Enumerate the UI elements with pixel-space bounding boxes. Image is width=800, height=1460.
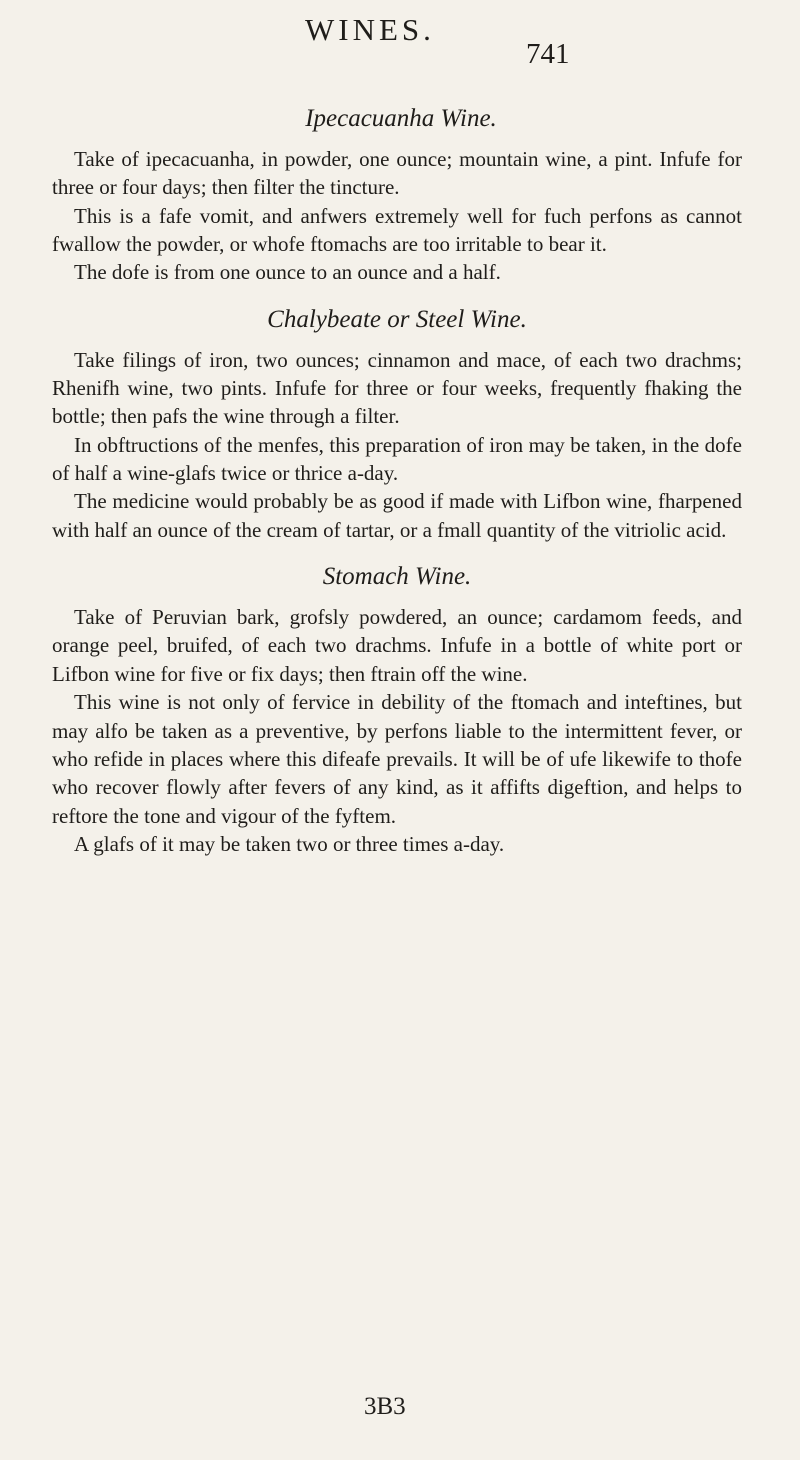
signature-mark: 3B3 <box>364 1393 406 1420</box>
section-ipecacuanha-wine <box>52 104 742 287</box>
paragraph: Take filings of iron, two ounces; cinnamon and mace, of each two drachms; Rhenifh wine, two pints. Infufe for three or four weeks, frequently fhaking the bottle; then pafs the wine through a filter. <box>52 347 742 429</box>
section-heading: Chalybeate or Steel Wine. <box>267 305 527 333</box>
section-chalybeate-wine <box>52 305 742 544</box>
paragraph: This wine is not only of fervice in debility of the ftomach and inteftines, but may alfo be taken as a preventive, by perfons liable to the intermittent fever, or who refide in places where this difeafe prevails. It will be of ufe likewife to thofe who recover flowly after fevers of any kind, as it affifts digeftion, and helps to reftore the tone and vigour of the fyftem. <box>52 690 742 828</box>
page-content <box>52 104 742 858</box>
paragraph: In obftructions of the menfes, this preparation of iron may be taken, in the dofe of half a wine-glafs twice or thrice a-day. <box>52 432 742 486</box>
paragraph: A glafs of it may be taken two or three times a-day. <box>74 831 505 856</box>
paragraph: This is a fafe vomit, and anfwers extremely well for fuch perfons as cannot fwallow the powder, or whofe ftomachs are too irritable to bear it. <box>52 203 742 257</box>
paragraph: Take of ipecacuanha, in powder, one ounce; mountain wine, a pint. Infufe for three or four days; then filter the tincture. <box>52 147 742 200</box>
running-head <box>0 12 800 70</box>
section-heading: Stomach Wine. <box>322 563 472 591</box>
running-title: WINES. <box>305 12 435 47</box>
section-heading: Ipecacuanha Wine. <box>305 105 497 132</box>
paragraph: Take of Peruvian bark, grofsly powdered, an ounce; cardamom feeds, and orange peel, bruifed, of each two drachms. Infufe in a bottle of white port or Lifbon wine for five or fix days; then ftrain off the wine. <box>52 605 742 686</box>
paragraph: The medicine would probably be as good if made with Lifbon wine, fharpened with half an ounce of the cream of tartar, or a fmall quantity of the vitriolic acid. <box>52 489 742 542</box>
paragraph: The dofe is from one ounce to an ounce and a half. <box>74 260 501 285</box>
page-number: 741 <box>526 38 570 70</box>
section-stomach-wine <box>52 562 742 858</box>
